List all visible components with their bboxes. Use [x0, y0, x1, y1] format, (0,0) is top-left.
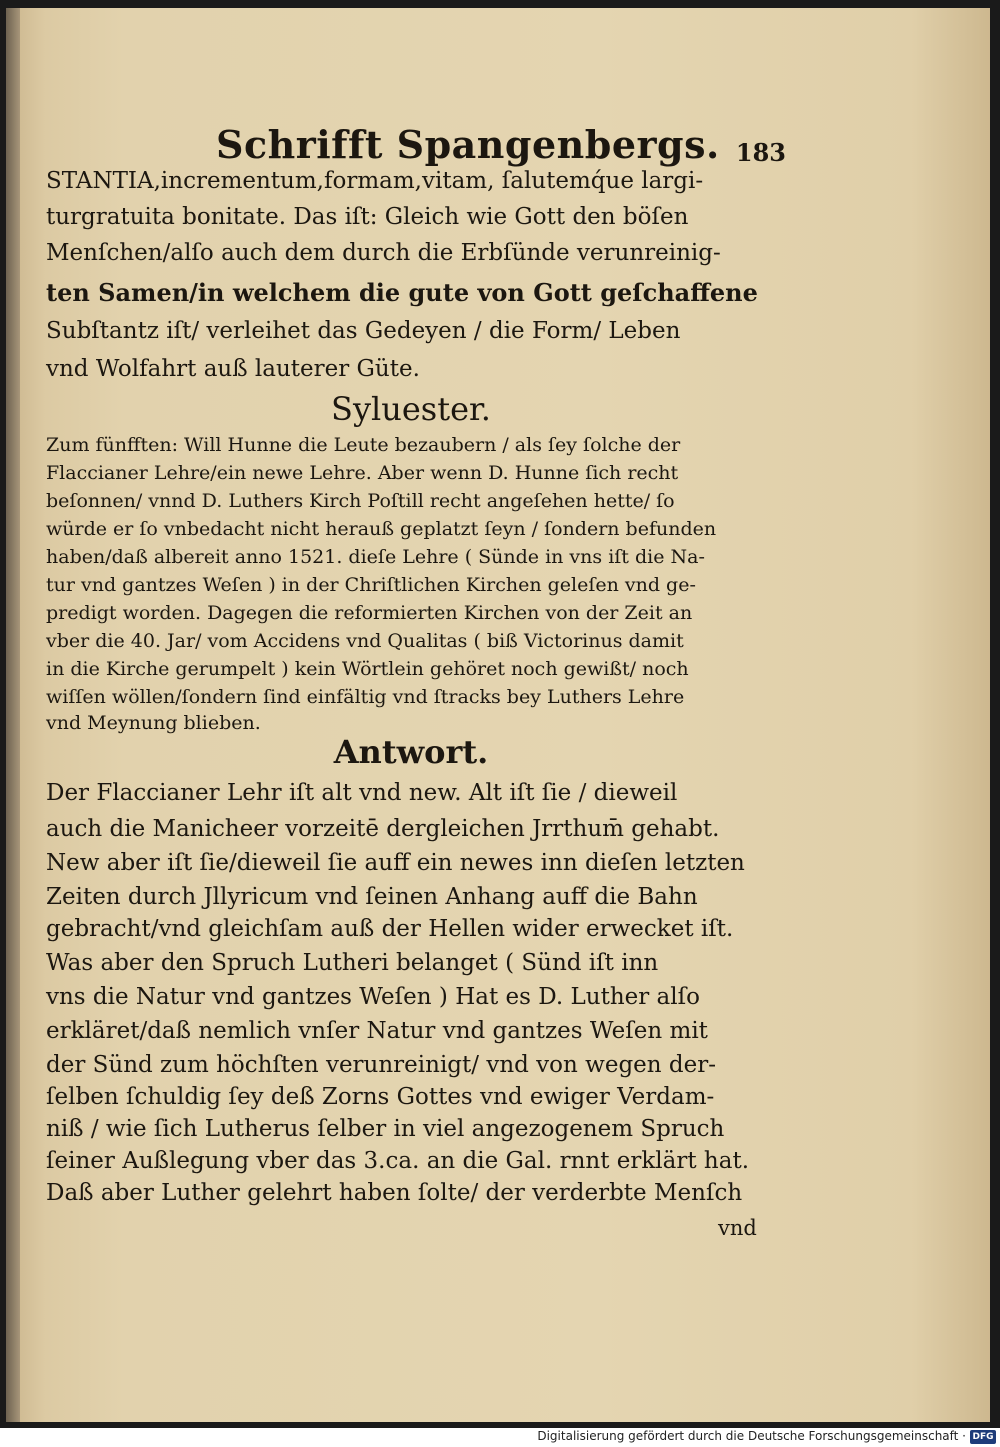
text-line: der Sünd zum höchſten verunreinigt/ vnd von wegen der- [46, 1052, 716, 1078]
text-line: erkläret/daß nemlich vnſer Natur vnd gantzes Weſen mit [46, 1018, 708, 1044]
text-line: ten Samen/in welchem die gute von Gott geſchaffene [46, 278, 758, 307]
text-line: Zeiten durch Jllyricum vnd ſeinen Anhang auff die Bahn [46, 884, 698, 910]
text-line: in die Kirche gerumpelt ) kein Wörtlein gehöret noch gewißt/ noch [46, 658, 689, 680]
text-line: vns die Natur vnd gantzes Weſen ) Hat es D. Luther alſo [46, 984, 700, 1010]
catchword: vnd [718, 1216, 757, 1240]
running-title: Schrifft Spangenbergs. [216, 122, 720, 167]
page-binding-edge [6, 8, 20, 1422]
text-line: ſeiner Außlegung vber das 3.ca. an die Gal. rnnt erklärt hat. [46, 1148, 750, 1174]
text-line: turgratuita bonitate. Das iſt: Gleich wie Gott den böſen [46, 204, 689, 230]
text-line: haben/daß albereit anno 1521. dieſe Lehre ( Sünde in vns iſt die Na- [46, 546, 705, 568]
text-line: würde er ſo vnbedacht nicht herauß geplatzt ſeyn / ſondern befunden [46, 518, 717, 540]
text-line: Menſchen/alſo auch dem durch die Erbſünde verunreinig- [46, 240, 721, 266]
text-line: New aber iſt ſie/dieweil ſie auff ein newes inn dieſen letzten [46, 850, 745, 876]
text-line: Zum fünfften: Will Hunne die Leute bezaubern / als ſey ſolche der [46, 434, 681, 456]
book-page [6, 8, 990, 1422]
digitization-footer [0, 1428, 1000, 1447]
text-line: wiſſen wöllen/ſondern ſind einfältig vnd ſtracks bey Luthers Lehre [46, 686, 685, 708]
text-line: Was aber den Spruch Lutheri belanget ( Sünd iſt inn [46, 950, 659, 976]
dfg-logo: DFG [970, 1430, 996, 1444]
text-line: Daß aber Luther gelehrt haben ſolte/ der verderbte Menſch [46, 1180, 743, 1206]
text-line: niß / wie ſich Lutherus ſelber in viel angezogenem Spruch [46, 1116, 725, 1142]
text-line: gebracht/vnd gleichſam auß der Hellen wider erwecket iſt. [46, 916, 734, 942]
text-line: Flaccianer Lehre/ein newe Lehre. Aber wenn D. Hunne ſich recht [46, 462, 679, 484]
text-line: STANTIA,incrementum,formam,vitam, ſalutemq́ue largi- [46, 168, 704, 194]
text-line: tur vnd gantzes Weſen ) in der Chriſtlichen Kirchen geleſen vnd ge- [46, 574, 696, 596]
text-line: vnd Wolfahrt auß lauterer Güte. [46, 356, 420, 382]
text-line: ſelben ſchuldig ſey deß Zorns Gottes vnd ewiger Verdam- [46, 1084, 715, 1110]
heading-sylvester: Syluester. [331, 390, 491, 428]
page-number: 183 [735, 138, 786, 167]
heading-antwort: Antwort. [333, 733, 489, 771]
text-line: beſonnen/ vnnd D. Luthers Kirch Poſtill recht angeſehen hette/ ſo [46, 490, 675, 512]
funding-credit: Digitalisierung gefördert durch die Deutsche Forschungsgemeinschaft · [537, 1429, 966, 1443]
text-line: vnd Meynung blieben. [46, 712, 261, 734]
text-line: predigt worden. Dagegen die reformierten Kirchen von der Zeit an [46, 602, 693, 624]
text-line: auch die Manicheer vorzeitē dergleichen Jrrthum̄ gehabt. [46, 816, 720, 842]
text-line: Subſtantz iſt/ verleihet das Gedeyen / die Form/ Leben [46, 318, 681, 344]
text-line: vber die 40. Jar/ vom Accidens vnd Qualitas ( biß Victorinus damit [46, 630, 684, 652]
text-line: Der Flaccianer Lehr iſt alt vnd new. Alt iſt ſie / dieweil [46, 780, 678, 806]
